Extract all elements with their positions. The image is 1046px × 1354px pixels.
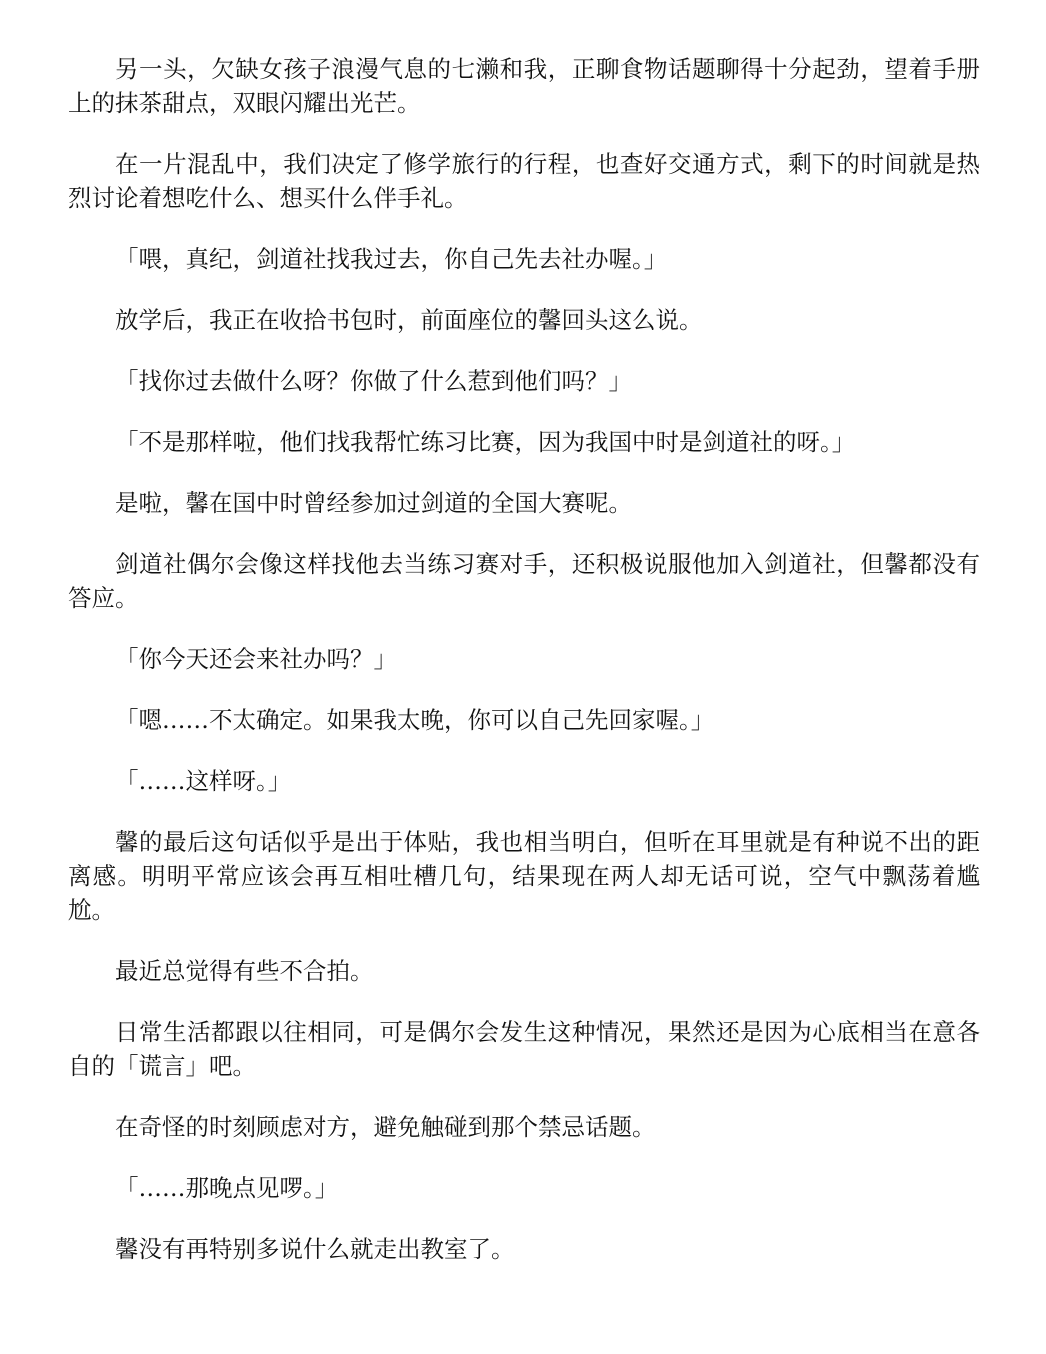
paragraph: 馨没有再特别多说什么就走出教室了。 (115, 1235, 515, 1263)
paragraph: 最近总觉得有些不合拍。 (115, 957, 374, 985)
paragraph: 「找你过去做什么呀？你做了什么惹到他们吗？」 (115, 367, 632, 395)
paragraph: 放学后，我正在收拾书包时，前面座位的馨回头这么说。 (115, 306, 703, 334)
paragraph: 「嗯……不太确定。如果我太晚，你可以自己先回家喔。」 (115, 706, 715, 734)
paragraph: 「……这样呀。」 (115, 767, 292, 795)
paragraph: 「你今天还会来社办吗？」 (115, 645, 397, 673)
paragraph: 剑道社偶尔会像这样找他去当练习赛对手，还积极说服他加入剑道社，但馨都没有答应。 (68, 550, 980, 612)
paragraph: 另一头，欠缺女孩子浪漫气息的七濑和我，正聊食物话题聊得十分起劲，望着手册上的抹茶甜点，双眼闪耀出光芒。 (68, 55, 980, 117)
paragraph: 是啦，馨在国中时曾经参加过剑道的全国大赛呢。 (115, 489, 632, 517)
paragraph: 「不是那样啦，他们找我帮忙练习比赛，因为我国中时是剑道社的呀。」 (115, 428, 856, 456)
paragraph: 馨的最后这句话似乎是出于体贴，我也相当明白，但听在耳里就是有种说不出的距离感。明明平常应该会再互相吐槽几句，结果现在两人却无话可说，空气中飘荡着尴尬。 (68, 828, 980, 924)
paragraph: 「喂，真纪，剑道社找我过去，你自己先去社办喔。」 (115, 245, 668, 273)
paragraph: 在一片混乱中，我们决定了修学旅行的行程，也查好交通方式，剩下的时间就是热烈讨论着想吃什么、想买什么伴手礼。 (68, 150, 980, 212)
paragraph: 日常生活都跟以往相同，可是偶尔会发生这种情况，果然还是因为心底相当在意各自的「谎言」吧。 (68, 1018, 980, 1080)
paragraph: 「……那晚点见啰。」 (115, 1174, 339, 1202)
document-page (68, 52, 980, 1293)
paragraph: 在奇怪的时刻顾虑对方，避免触碰到那个禁忌话题。 (115, 1113, 656, 1141)
